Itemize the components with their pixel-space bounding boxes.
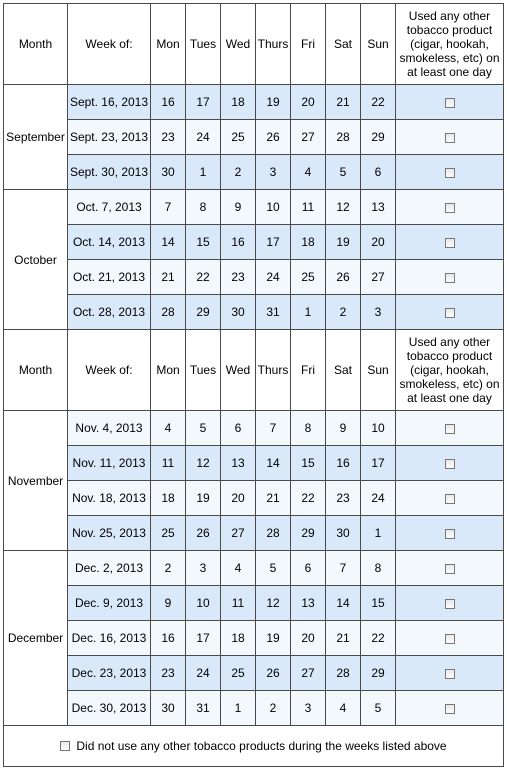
day-cell: 2: [221, 155, 256, 190]
used-other-tobacco-checkbox[interactable]: [445, 599, 455, 609]
day-cell: 15: [291, 446, 326, 481]
used-other-tobacco-checkbox[interactable]: [445, 704, 455, 714]
day-cell: 30: [221, 295, 256, 330]
used-other-tobacco-checkbox[interactable]: [445, 459, 455, 469]
day-cell: 4: [151, 411, 186, 446]
day-cell: 18: [221, 85, 256, 120]
day-cell: 26: [256, 120, 291, 155]
week-row: [4, 85, 504, 120]
day-cell: 24: [186, 120, 221, 155]
day-cell: 20: [291, 85, 326, 120]
day-cell: 18: [221, 621, 256, 656]
day-cell: 8: [186, 190, 221, 225]
day-cell: 9: [221, 190, 256, 225]
week-of-cell: Sept. 30, 2013: [68, 155, 151, 190]
day-header: Sun: [361, 4, 396, 85]
day-cell: 23: [326, 481, 361, 516]
week-of-cell: Oct. 14, 2013: [68, 225, 151, 260]
day-cell: 2: [326, 295, 361, 330]
day-cell: 19: [256, 621, 291, 656]
day-cell: 17: [256, 225, 291, 260]
day-cell: 24: [256, 260, 291, 295]
day-cell: 3: [291, 691, 326, 726]
day-cell: 14: [151, 225, 186, 260]
day-cell: 28: [326, 656, 361, 691]
day-cell: 16: [151, 621, 186, 656]
day-cell: 7: [256, 411, 291, 446]
used-other-tobacco-checkbox[interactable]: [445, 494, 455, 504]
day-cell: 13: [361, 190, 396, 225]
week-of-cell: Nov. 11, 2013: [68, 446, 151, 481]
day-cell: 2: [151, 551, 186, 586]
day-header: Tues: [186, 330, 221, 411]
used-other-tobacco-checkbox[interactable]: [445, 529, 455, 539]
day-cell: 5: [361, 691, 396, 726]
day-cell: 29: [361, 656, 396, 691]
day-cell: 20: [221, 481, 256, 516]
day-cell: 17: [186, 85, 221, 120]
used-other-tobacco-cell: [396, 85, 504, 120]
week-of-cell: Dec. 23, 2013: [68, 656, 151, 691]
day-cell: 28: [256, 516, 291, 551]
week-of-cell: Dec. 2, 2013: [68, 551, 151, 586]
day-cell: 25: [151, 516, 186, 551]
header-row: [4, 4, 504, 85]
week-row: [4, 190, 504, 225]
day-header: Mon: [151, 330, 186, 411]
day-cell: 19: [186, 481, 221, 516]
day-cell: 21: [151, 260, 186, 295]
day-cell: 23: [221, 260, 256, 295]
day-cell: 5: [186, 411, 221, 446]
day-cell: 1: [221, 691, 256, 726]
day-cell: 30: [151, 155, 186, 190]
day-cell: 6: [361, 155, 396, 190]
day-cell: 21: [326, 621, 361, 656]
day-cell: 31: [186, 691, 221, 726]
day-cell: 8: [291, 411, 326, 446]
day-cell: 29: [186, 295, 221, 330]
week-of-cell: Dec. 9, 2013: [68, 586, 151, 621]
week-row: [4, 446, 504, 481]
day-cell: 9: [326, 411, 361, 446]
day-cell: 12: [186, 446, 221, 481]
used-other-tobacco-checkbox[interactable]: [445, 238, 455, 248]
day-cell: 24: [186, 656, 221, 691]
day-header: Sun: [361, 330, 396, 411]
day-cell: 6: [221, 411, 256, 446]
day-cell: 6: [291, 551, 326, 586]
day-cell: 26: [326, 260, 361, 295]
day-cell: 4: [291, 155, 326, 190]
day-cell: 7: [151, 190, 186, 225]
day-cell: 26: [256, 656, 291, 691]
used-other-tobacco-cell: [396, 621, 504, 656]
used-other-tobacco-checkbox[interactable]: [445, 168, 455, 178]
day-cell: 23: [151, 120, 186, 155]
day-cell: 27: [291, 656, 326, 691]
week-row: [4, 691, 504, 726]
used-other-tobacco-checkbox[interactable]: [445, 308, 455, 318]
week-row: [4, 295, 504, 330]
used-other-tobacco-cell: [396, 190, 504, 225]
used-other-tobacco-checkbox[interactable]: [445, 98, 455, 108]
day-cell: 27: [291, 120, 326, 155]
tobacco-use-calendar-table: [3, 3, 504, 767]
month-header: Month: [4, 4, 68, 85]
day-cell: 11: [291, 190, 326, 225]
week-of-cell: Nov. 18, 2013: [68, 481, 151, 516]
week-of-cell: Dec. 16, 2013: [68, 621, 151, 656]
week-row: [4, 481, 504, 516]
week-row: [4, 656, 504, 691]
header-row: [4, 330, 504, 411]
day-header: Fri: [291, 330, 326, 411]
used-other-tobacco-checkbox[interactable]: [445, 203, 455, 213]
day-cell: 4: [221, 551, 256, 586]
week-row: [4, 586, 504, 621]
day-header: Wed: [221, 4, 256, 85]
day-cell: 14: [256, 446, 291, 481]
day-cell: 31: [256, 295, 291, 330]
day-cell: 22: [291, 481, 326, 516]
table-body: [4, 4, 504, 767]
day-header: Sat: [326, 4, 361, 85]
used-other-tobacco-cell: [396, 656, 504, 691]
day-cell: 16: [326, 446, 361, 481]
day-cell: 22: [186, 260, 221, 295]
day-cell: 1: [186, 155, 221, 190]
week-of-cell: Oct. 28, 2013: [68, 295, 151, 330]
used-other-tobacco-cell: [396, 120, 504, 155]
used-other-tobacco-checkbox[interactable]: [445, 669, 455, 679]
day-cell: 8: [361, 551, 396, 586]
day-cell: 17: [361, 446, 396, 481]
day-cell: 19: [256, 85, 291, 120]
day-cell: 22: [361, 85, 396, 120]
day-cell: 18: [291, 225, 326, 260]
used-other-tobacco-cell: [396, 481, 504, 516]
week-row: [4, 516, 504, 551]
day-cell: 13: [291, 586, 326, 621]
day-cell: 23: [151, 656, 186, 691]
day-header: Fri: [291, 4, 326, 85]
day-cell: 30: [326, 516, 361, 551]
day-cell: 1: [291, 295, 326, 330]
week-of-cell: Dec. 30, 2013: [68, 691, 151, 726]
day-cell: 1: [361, 516, 396, 551]
day-cell: 5: [326, 155, 361, 190]
used-other-tobacco-cell: [396, 411, 504, 446]
day-cell: 12: [256, 586, 291, 621]
day-cell: 17: [186, 621, 221, 656]
day-cell: 26: [186, 516, 221, 551]
footer-cell: [4, 726, 504, 767]
day-cell: 7: [326, 551, 361, 586]
day-cell: 12: [326, 190, 361, 225]
day-cell: 16: [151, 85, 186, 120]
used-other-tobacco-cell: [396, 260, 504, 295]
day-cell: 21: [256, 481, 291, 516]
day-cell: 25: [221, 656, 256, 691]
day-cell: 20: [361, 225, 396, 260]
week-of-cell: Sept. 23, 2013: [68, 120, 151, 155]
day-header: Thurs: [256, 4, 291, 85]
day-cell: 10: [361, 411, 396, 446]
day-cell: 4: [326, 691, 361, 726]
used-other-tobacco-checkbox[interactable]: [445, 634, 455, 644]
day-cell: 19: [326, 225, 361, 260]
week-row: [4, 225, 504, 260]
used-other-tobacco-cell: [396, 551, 504, 586]
month-label: December: [4, 551, 68, 726]
week-of-header: Week of:: [68, 330, 151, 411]
used-other-tobacco-checkbox[interactable]: [445, 273, 455, 283]
month-header: Month: [4, 330, 68, 411]
used-other-tobacco-cell: [396, 295, 504, 330]
day-cell: 5: [256, 551, 291, 586]
day-cell: 22: [361, 621, 396, 656]
no-other-tobacco-label: Did not use any other tobacco products during the weeks listed above: [76, 739, 447, 753]
day-cell: 15: [186, 225, 221, 260]
day-cell: 3: [361, 295, 396, 330]
day-cell: 11: [151, 446, 186, 481]
day-cell: 3: [256, 155, 291, 190]
day-header: Sat: [326, 330, 361, 411]
day-cell: 28: [151, 295, 186, 330]
day-cell: 14: [326, 586, 361, 621]
day-cell: 11: [221, 586, 256, 621]
day-header: Tues: [186, 4, 221, 85]
week-row: [4, 621, 504, 656]
day-cell: 21: [326, 85, 361, 120]
no-other-tobacco-checkbox[interactable]: [60, 741, 70, 751]
day-cell: 20: [291, 621, 326, 656]
day-cell: 13: [221, 446, 256, 481]
day-cell: 10: [186, 586, 221, 621]
week-row: [4, 411, 504, 446]
used-other-tobacco-checkbox[interactable]: [445, 424, 455, 434]
used-other-tobacco-header: Used any other tobacco product (cigar, hookah, smokeless, etc) on at least one day: [396, 330, 504, 411]
day-header: Mon: [151, 4, 186, 85]
day-cell: 25: [221, 120, 256, 155]
week-of-cell: Nov. 25, 2013: [68, 516, 151, 551]
week-row: [4, 155, 504, 190]
footer-row: [4, 726, 504, 767]
day-cell: 2: [256, 691, 291, 726]
used-other-tobacco-cell: [396, 516, 504, 551]
week-of-cell: Sept. 16, 2013: [68, 85, 151, 120]
used-other-tobacco-checkbox[interactable]: [445, 133, 455, 143]
used-other-tobacco-cell: [396, 155, 504, 190]
week-of-cell: Oct. 21, 2013: [68, 260, 151, 295]
used-other-tobacco-cell: [396, 586, 504, 621]
week-of-cell: Oct. 7, 2013: [68, 190, 151, 225]
day-cell: 27: [221, 516, 256, 551]
week-row: [4, 120, 504, 155]
day-cell: 28: [326, 120, 361, 155]
week-row: [4, 260, 504, 295]
day-header: Thurs: [256, 330, 291, 411]
day-cell: 9: [151, 586, 186, 621]
used-other-tobacco-cell: [396, 691, 504, 726]
month-label: November: [4, 411, 68, 551]
day-cell: 30: [151, 691, 186, 726]
used-other-tobacco-header: Used any other tobacco product (cigar, hookah, smokeless, etc) on at least one day: [396, 4, 504, 85]
day-cell: 15: [361, 586, 396, 621]
day-cell: 10: [256, 190, 291, 225]
day-cell: 16: [221, 225, 256, 260]
used-other-tobacco-cell: [396, 225, 504, 260]
used-other-tobacco-checkbox[interactable]: [445, 564, 455, 574]
day-cell: 27: [361, 260, 396, 295]
week-of-header: Week of:: [68, 4, 151, 85]
week-row: [4, 551, 504, 586]
day-cell: 29: [361, 120, 396, 155]
month-label: September: [4, 85, 68, 190]
day-cell: 25: [291, 260, 326, 295]
day-cell: 18: [151, 481, 186, 516]
day-cell: 3: [186, 551, 221, 586]
day-cell: 24: [361, 481, 396, 516]
day-cell: 29: [291, 516, 326, 551]
used-other-tobacco-cell: [396, 446, 504, 481]
month-label: October: [4, 190, 68, 330]
day-header: Wed: [221, 330, 256, 411]
week-of-cell: Nov. 4, 2013: [68, 411, 151, 446]
